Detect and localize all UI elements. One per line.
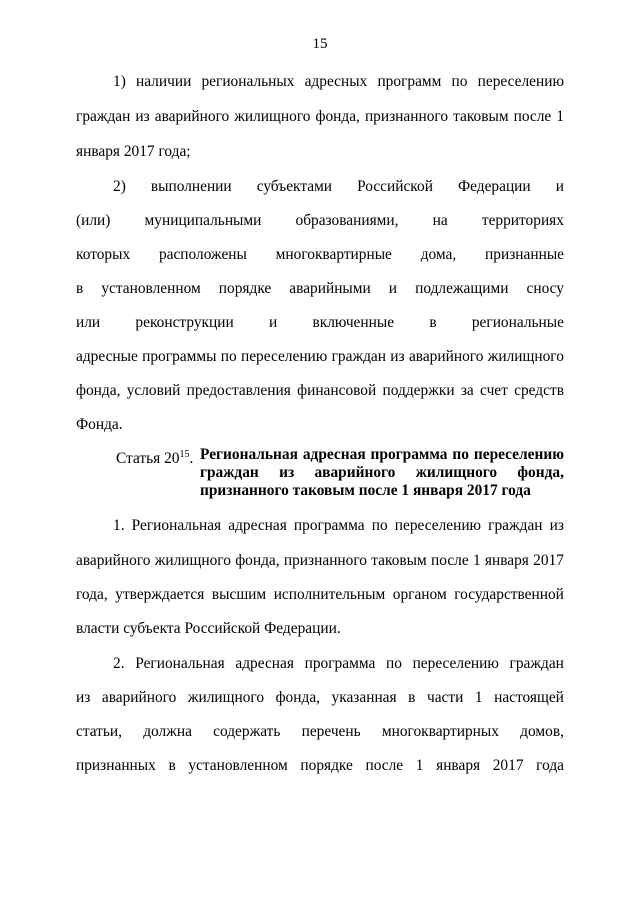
word: в bbox=[76, 280, 84, 297]
word: предоставления bbox=[186, 382, 291, 399]
item2-line5 bbox=[76, 313, 564, 333]
word: адресная bbox=[228, 517, 287, 534]
word: (или) bbox=[76, 212, 111, 229]
para1-line1 bbox=[113, 516, 564, 536]
word: счет bbox=[480, 382, 508, 399]
word: на bbox=[432, 212, 448, 229]
word: и bbox=[388, 280, 398, 297]
word: 1 bbox=[415, 757, 424, 774]
word: граждан bbox=[488, 517, 543, 534]
word: государственной bbox=[454, 586, 564, 603]
word: граждан bbox=[331, 348, 386, 365]
word: аварийного bbox=[314, 464, 396, 481]
para1-line4: власти субъекта Российской Федерации. bbox=[76, 620, 341, 637]
word: домов, bbox=[520, 723, 564, 740]
word: признанного bbox=[283, 552, 367, 569]
word: аварийными bbox=[289, 280, 371, 297]
word: по bbox=[451, 73, 468, 90]
word: переселению bbox=[473, 446, 564, 463]
word: Федерации bbox=[457, 178, 531, 195]
word: должна bbox=[143, 723, 192, 740]
word: наличии bbox=[135, 73, 192, 90]
page-number: 15 bbox=[312, 36, 328, 52]
word: подлежащими bbox=[415, 280, 509, 297]
word: многоквартирные bbox=[275, 246, 392, 263]
word: аварийного bbox=[101, 689, 177, 706]
article-heading bbox=[116, 446, 564, 500]
word: дома, bbox=[420, 246, 457, 263]
word: содержать bbox=[213, 723, 281, 740]
word: или bbox=[76, 314, 101, 331]
item1-line3: января 2017 года; bbox=[76, 143, 191, 160]
para1-line3 bbox=[76, 585, 564, 605]
word: адресная bbox=[302, 446, 366, 463]
word: Региональная bbox=[200, 446, 298, 463]
word: из bbox=[279, 464, 295, 481]
word: фонда, bbox=[76, 382, 121, 399]
word: фонда, bbox=[235, 552, 280, 569]
word: января bbox=[436, 757, 481, 774]
para1-line2 bbox=[76, 551, 564, 571]
word: из bbox=[76, 689, 91, 706]
para2-line1 bbox=[113, 654, 564, 674]
word: из bbox=[390, 348, 405, 365]
word: установленном bbox=[188, 757, 288, 774]
word: адресные bbox=[76, 348, 138, 365]
word: утверждается bbox=[115, 586, 205, 603]
word: программа bbox=[293, 517, 365, 534]
word: 1 bbox=[472, 552, 481, 569]
item2-line4 bbox=[76, 279, 564, 299]
word: условий bbox=[126, 382, 181, 399]
word: граждан bbox=[200, 464, 259, 481]
word: в bbox=[408, 689, 416, 706]
word: которых bbox=[76, 246, 131, 263]
word: адресных bbox=[304, 73, 368, 90]
word: расположены bbox=[158, 246, 247, 263]
article-title-line2 bbox=[200, 464, 564, 482]
word: многоквартирных bbox=[381, 723, 499, 740]
word: части bbox=[426, 689, 464, 706]
item1-line2 bbox=[76, 107, 564, 127]
word: по bbox=[220, 348, 237, 365]
word: поддержки bbox=[382, 382, 455, 399]
word: фонда, bbox=[275, 689, 320, 706]
item1-line1 bbox=[113, 72, 564, 92]
word: 2. bbox=[113, 655, 125, 672]
word: из bbox=[549, 517, 564, 534]
word: 1) bbox=[113, 73, 126, 90]
word: адресная bbox=[235, 655, 294, 672]
word: из bbox=[135, 108, 150, 125]
word: территориях bbox=[481, 212, 564, 229]
word: программа bbox=[304, 655, 376, 672]
word: после bbox=[431, 552, 469, 569]
word: в bbox=[429, 314, 437, 331]
word: и bbox=[268, 314, 278, 331]
item2-line6 bbox=[76, 347, 564, 367]
word: жилищного bbox=[487, 348, 564, 365]
word: порядке bbox=[300, 757, 353, 774]
item2-line7 bbox=[76, 381, 564, 401]
word: переселению bbox=[412, 655, 499, 672]
word: муниципальными bbox=[144, 212, 262, 229]
item2-line8: Фонда. bbox=[76, 416, 123, 433]
word: переселению bbox=[394, 517, 482, 534]
word: граждан bbox=[76, 108, 131, 125]
item2-line1 bbox=[113, 177, 564, 197]
word: по bbox=[371, 517, 388, 534]
word: жилищного bbox=[234, 108, 311, 125]
word: 2017 bbox=[533, 552, 564, 569]
word: признанные bbox=[485, 246, 564, 263]
word: граждан bbox=[509, 655, 564, 672]
word: финансовой bbox=[297, 382, 377, 399]
word: перечень bbox=[301, 723, 361, 740]
word: 1 bbox=[556, 108, 564, 125]
word: после bbox=[365, 757, 404, 774]
item2-line2 bbox=[76, 211, 564, 231]
word: Региональная bbox=[131, 517, 222, 534]
word: Российской bbox=[357, 178, 433, 195]
word: таковым bbox=[453, 108, 509, 125]
word: января bbox=[484, 552, 529, 569]
word: программа bbox=[370, 446, 448, 463]
word: переселению bbox=[477, 73, 564, 90]
word: года bbox=[536, 757, 564, 774]
word: Региональная bbox=[135, 655, 225, 672]
word: по bbox=[452, 446, 469, 463]
word: региональные bbox=[471, 314, 564, 331]
word: установленном bbox=[101, 280, 201, 297]
para2-line4 bbox=[76, 756, 564, 776]
word: фонда, bbox=[315, 108, 360, 125]
word: аварийного bbox=[154, 108, 230, 125]
word: 2017 bbox=[492, 757, 524, 774]
word: программ bbox=[377, 73, 442, 90]
word: 1. bbox=[113, 517, 125, 534]
word: включенные bbox=[312, 314, 395, 331]
para2-line3 bbox=[76, 722, 564, 742]
article-label: Статья $20^{15}$. bbox=[116, 449, 194, 467]
word: года, bbox=[76, 586, 108, 603]
word: статьи, bbox=[76, 723, 123, 740]
word: субъектами bbox=[256, 178, 333, 195]
word: высшим bbox=[211, 586, 267, 603]
word: переселению bbox=[240, 348, 328, 365]
article-title-line3: признанного таковым после 1 января 2017 года bbox=[200, 482, 531, 499]
word: и bbox=[555, 178, 564, 195]
word: образованиями, bbox=[295, 212, 399, 229]
word: фонда, bbox=[517, 464, 564, 481]
word: по bbox=[385, 655, 402, 672]
word: за bbox=[460, 382, 474, 399]
word: сносу bbox=[526, 280, 564, 297]
word: программы bbox=[142, 348, 217, 365]
word: таковым bbox=[371, 552, 427, 569]
word: аварийного bbox=[408, 348, 484, 365]
item2-line3 bbox=[76, 245, 564, 265]
word: жилищного bbox=[415, 464, 498, 481]
word: средств bbox=[514, 382, 564, 399]
word: жилищного bbox=[187, 689, 265, 706]
word: 2) bbox=[113, 178, 126, 195]
word: настоящей bbox=[494, 689, 564, 706]
word: в bbox=[168, 757, 176, 774]
word: после bbox=[513, 108, 552, 125]
para2-line2 bbox=[76, 688, 564, 708]
word: исполнительным bbox=[273, 586, 386, 603]
word: порядке bbox=[218, 280, 272, 297]
word: 1 bbox=[474, 689, 483, 706]
word: признанных bbox=[76, 757, 156, 774]
word: аварийного bbox=[76, 552, 151, 569]
word: признанного bbox=[364, 108, 449, 125]
word: реконструкции bbox=[135, 314, 234, 331]
word: выполнении bbox=[150, 178, 232, 195]
article-title-line1 bbox=[200, 446, 564, 464]
word: указанная bbox=[331, 689, 397, 706]
word: органом bbox=[392, 586, 447, 603]
word: жилищного bbox=[154, 552, 231, 569]
word: региональных bbox=[201, 73, 295, 90]
